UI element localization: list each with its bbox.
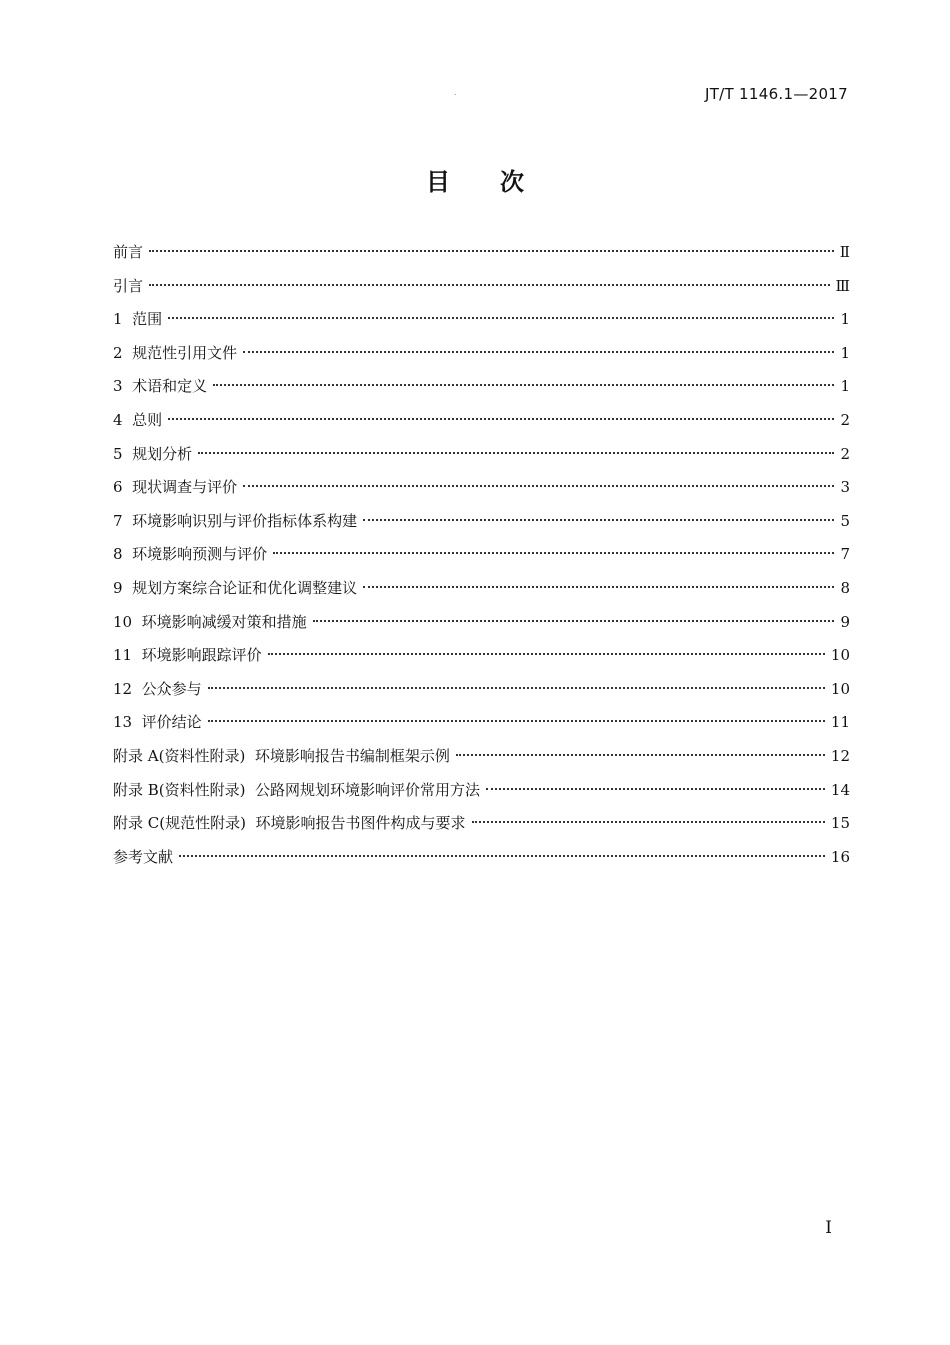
- dot-leader: [149, 284, 830, 286]
- toc-entry-number: 13: [113, 713, 133, 732]
- scan-mark: .: [454, 88, 457, 97]
- toc-entry-page: 14: [830, 780, 850, 799]
- toc-entry-label: [113, 706, 202, 740]
- toc-entry[interactable]: [113, 538, 850, 572]
- toc-entry-label: [113, 606, 307, 640]
- toc-entry-number: 2: [113, 343, 123, 362]
- toc-entry[interactable]: [113, 438, 850, 472]
- toc-entry-title: 术语和定义: [132, 377, 208, 396]
- standard-code: JT/T 1146.1—2017: [704, 85, 848, 103]
- dot-leader: [243, 351, 834, 353]
- toc-entry-label: [113, 807, 466, 841]
- toc-entry-number: 3: [113, 377, 123, 396]
- toc-entry-label: [113, 370, 207, 404]
- dot-leader: [313, 620, 834, 622]
- toc-entry-label: [113, 740, 450, 774]
- toc-entry-label: [113, 538, 267, 572]
- toc-entry-number: 11: [113, 646, 133, 665]
- dot-leader: [273, 552, 834, 554]
- toc-entry-label: [113, 505, 357, 539]
- table-of-contents: [113, 236, 850, 874]
- toc-entry[interactable]: [113, 639, 850, 673]
- toc-entry-page: 2: [840, 444, 850, 463]
- toc-entry-page: 2: [840, 410, 850, 429]
- dot-leader: [179, 855, 825, 857]
- toc-entry-number: 7: [113, 511, 123, 530]
- dot-leader: [208, 687, 825, 689]
- toc-entry[interactable]: [113, 505, 850, 539]
- dot-leader: [456, 754, 825, 756]
- toc-entry[interactable]: [113, 606, 850, 640]
- toc-entry-label: [113, 841, 173, 875]
- dot-leader: [486, 788, 825, 790]
- toc-entry-page: 15: [830, 814, 850, 833]
- dot-leader: [363, 586, 834, 588]
- toc-entry-page: 1: [840, 377, 850, 396]
- toc-entry-title: 总则: [132, 410, 163, 429]
- toc-entry-title: 环境影响跟踪评价: [141, 646, 262, 665]
- toc-entry-label: [113, 270, 143, 304]
- toc-entry-label: [113, 236, 143, 270]
- toc-entry[interactable]: [113, 404, 850, 438]
- toc-entry[interactable]: [113, 572, 850, 606]
- toc-entry-title: 附录 C(规范性附录) 环境影响报告书图件构成与要求: [113, 814, 466, 833]
- toc-entry-title: 引言: [113, 276, 144, 295]
- toc-entry-number: 1: [113, 310, 123, 329]
- dot-leader: [168, 418, 834, 420]
- dot-leader: [198, 452, 834, 454]
- toc-entry-label: [113, 471, 237, 505]
- toc-entry[interactable]: [113, 740, 850, 774]
- toc-entry-title: 环境影响减缓对策和措施: [141, 612, 307, 631]
- dot-leader: [168, 317, 834, 319]
- toc-entry-page: 5: [840, 511, 850, 530]
- dot-leader: [149, 250, 834, 252]
- toc-entry-title: 附录 A(资料性附录) 环境影响报告书编制框架示例: [113, 746, 450, 765]
- toc-entry-page: 1: [840, 343, 850, 362]
- dot-leader: [243, 485, 834, 487]
- page-number: I: [825, 1218, 832, 1238]
- toc-entry[interactable]: [113, 303, 850, 337]
- toc-entry-page: 10: [830, 679, 850, 698]
- toc-entry-label: [113, 337, 237, 371]
- toc-entry-page: 11: [830, 713, 850, 732]
- toc-entry-page: 12: [830, 746, 850, 765]
- toc-entry-title: 现状调查与评价: [132, 478, 238, 497]
- toc-entry[interactable]: [113, 370, 850, 404]
- toc-entry-label: [113, 774, 480, 808]
- toc-entry-number: 4: [113, 410, 123, 429]
- toc-entry-label: [113, 303, 162, 337]
- toc-entry[interactable]: [113, 236, 850, 270]
- toc-entry-title: 参考文献: [113, 847, 174, 866]
- toc-entry-label: [113, 572, 357, 606]
- toc-entry[interactable]: [113, 471, 850, 505]
- toc-entry-title: 附录 B(资料性附录) 公路网规划环境影响评价常用方法: [113, 780, 481, 799]
- toc-entry-page: 1: [840, 310, 850, 329]
- toc-entry[interactable]: [113, 807, 850, 841]
- page-title: 目次: [426, 168, 574, 196]
- toc-entry-number: 9: [113, 578, 123, 597]
- toc-entry[interactable]: [113, 706, 850, 740]
- dot-leader: [208, 720, 825, 722]
- toc-entry[interactable]: [113, 774, 850, 808]
- dot-leader: [472, 821, 825, 823]
- toc-entry-title: 公众参与: [141, 679, 202, 698]
- toc-entry-label: [113, 404, 162, 438]
- toc-entry-number: 8: [113, 545, 123, 564]
- toc-entry-number: 6: [113, 478, 123, 497]
- toc-entry-page: 3: [840, 478, 850, 497]
- toc-entry-page: 10: [830, 646, 850, 665]
- toc-entry-title: 环境影响预测与评价: [132, 545, 268, 564]
- dot-leader: [363, 519, 834, 521]
- toc-entry[interactable]: [113, 337, 850, 371]
- toc-entry-title: 规划方案综合论证和优化调整建议: [132, 578, 358, 597]
- toc-entry[interactable]: [113, 673, 850, 707]
- toc-entry-label: [113, 438, 192, 472]
- toc-entry-title: 环境影响识别与评价指标体系构建: [132, 511, 358, 530]
- toc-entry-number: 10: [113, 612, 133, 631]
- dot-leader: [268, 653, 825, 655]
- toc-entry-title: 规划分析: [132, 444, 193, 463]
- toc-entry[interactable]: [113, 270, 850, 304]
- toc-entry-title: 规范性引用文件: [132, 343, 238, 362]
- toc-entry-page: 16: [830, 847, 850, 866]
- toc-entry[interactable]: [113, 841, 850, 875]
- dot-leader: [213, 384, 834, 386]
- toc-entry-title: 范围: [132, 310, 163, 329]
- toc-entry-title: 评价结论: [141, 713, 202, 732]
- toc-entry-number: 12: [113, 679, 133, 698]
- toc-entry-label: [113, 673, 202, 707]
- toc-entry-title: 前言: [113, 243, 144, 261]
- toc-entry-page: 9: [840, 612, 850, 631]
- toc-entry-label: [113, 639, 262, 673]
- toc-entry-page: Ⅱ: [839, 243, 850, 261]
- toc-entry-page: 8: [840, 578, 850, 597]
- toc-entry-page: 7: [840, 545, 850, 564]
- toc-entry-number: 5: [113, 444, 123, 463]
- toc-entry-page: Ⅲ: [835, 276, 850, 295]
